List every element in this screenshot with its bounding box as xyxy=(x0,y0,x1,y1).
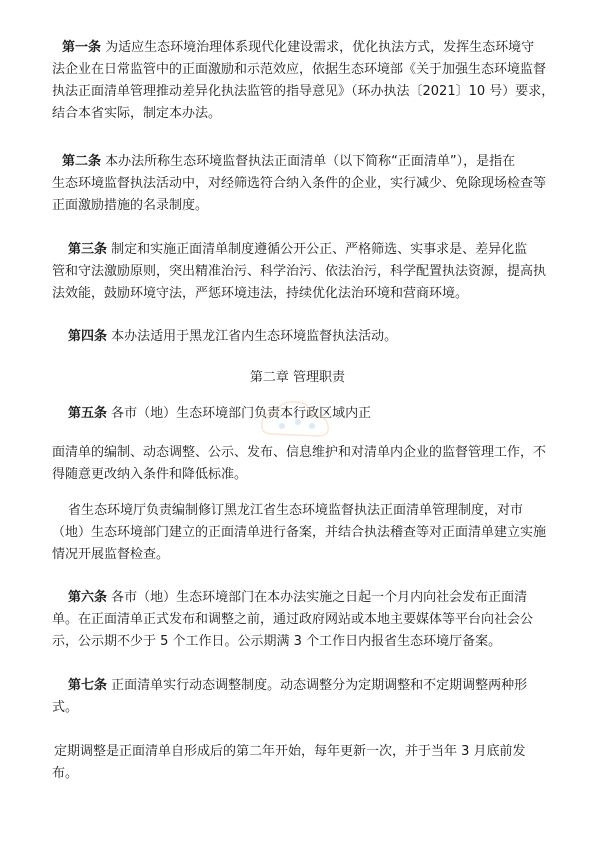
article-text: 为适应生态环境治理体系现代化建设需求，优化执法方式，发挥生态环境守 xyxy=(105,40,535,55)
article-heading: 第二条 xyxy=(62,154,102,169)
article-5-paragraph-2 xyxy=(52,500,566,566)
article-heading: 第五条 xyxy=(68,406,108,421)
article-heading: 第七条 xyxy=(68,678,108,693)
article-7 xyxy=(52,675,566,719)
article-2 xyxy=(52,151,566,217)
article-text: 本办法适用于黑龙江省内生态环境监督执法活动。 xyxy=(111,329,398,344)
article-text: 生态环境监督执法活动中，对经筛选符合纳入条件的企业，实行减少、免除现场检查等 xyxy=(52,176,547,191)
article-text: 制定和实施正面清单制度遵循公开公正、严格筛选、实事求是、差异化监 xyxy=(111,242,528,257)
article-6 xyxy=(52,587,566,653)
article-text: 式。 xyxy=(52,700,79,715)
article-3 xyxy=(52,239,566,305)
article-5-continued xyxy=(52,442,566,486)
article-7-paragraph-2 xyxy=(52,741,566,785)
article-text: 各市（地）生态环境部门负责本行政区域内正 xyxy=(111,406,372,421)
article-text: 法企业在日常监管中的正面激励和示范效应，依据生态环境部《关于加强生态环境监督 xyxy=(52,62,547,77)
article-text: 面清单的编制、动态调整、公示、发布、信息维护和对清单内企业的监督管理工作，不 xyxy=(52,445,547,460)
article-1 xyxy=(52,37,566,125)
article-heading: 第三条 xyxy=(68,242,108,257)
article-text: 得随意更改纳入条件和降低标准。 xyxy=(52,467,248,482)
article-text: 示，公示期不少于 5 个工作日。公示期满 3 个工作日内报省生态环境厅备案。 xyxy=(52,634,502,649)
article-text: 正面激励措施的名录制度。 xyxy=(52,198,209,213)
article-text: 情况开展监督检查。 xyxy=(52,547,170,562)
article-text: 管和守法激励原则，突出精准治污、科学治污、依法治污，科学配置执法资源，提高执 xyxy=(52,264,547,279)
article-text: 定期调整是正面清单自形成后的第二年开始，每年更新一次，并于当年 3 月底前发 xyxy=(54,744,526,759)
article-text: 省生态环境厅负责编制修订黑龙江省生态环境监督执法正面清单管理制度，对市 xyxy=(68,503,524,518)
article-text: 单。在正面清单正式发布和调整之前，通过政府网站或本地主要媒体等平台向社会公 xyxy=(52,612,534,627)
article-text: 执法正面清单管理推动差异化执法监管的指导意见》（环办执法〔2021〕10 号）要求， xyxy=(52,84,555,99)
article-5 xyxy=(52,403,566,425)
article-heading: 第一条 xyxy=(62,40,102,55)
article-text: 布。 xyxy=(52,766,79,781)
article-heading: 第四条 xyxy=(68,329,108,344)
article-text: 法效能，鼓励环境守法，严惩环境违法，持续优化法治环境和营商环境。 xyxy=(52,286,469,301)
article-text: 各市（地）生态环境部门在本办法实施之日起一个月内向社会发布正面清 xyxy=(111,590,528,605)
article-text: （地）生态环境部门建立的正面清单进行备案，并结合执法稽查等对正面清单建立实施 xyxy=(52,525,547,540)
article-heading: 第六条 xyxy=(68,590,108,605)
chapter-heading: 第二章 管理职责 xyxy=(249,370,346,385)
article-text: 本办法所称生态环境监督执法正面清单（以下简称“正面清单”），是指在 xyxy=(105,154,516,169)
article-text: 正面清单实行动态调整制度。动态调整分为定期调整和不定期调整两种形 xyxy=(111,678,528,693)
article-4 xyxy=(52,326,566,348)
article-text: 结合本省实际，制定本办法。 xyxy=(52,106,222,121)
